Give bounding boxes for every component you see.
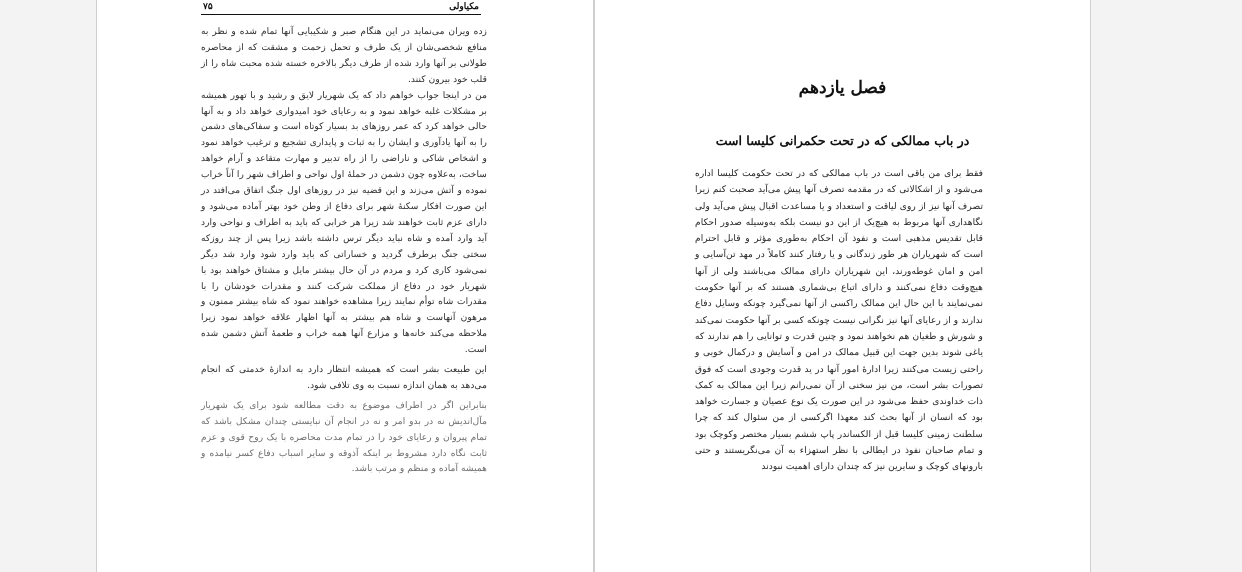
running-title: مکیاولی <box>449 2 479 12</box>
paragraph: فقط برای من باقی است در باب ممالکی که در تحت حکومت کلیسا اداره می‌شود و از اشکالاتی که در مقدمه تصرف آنها پیش می‌آید صحبت کنم زیرا تصرف آنها نیز از روی لیاقت و استعداد و یا مساعدت اقبال پیش می‌آید ولی نگاهداری آنها مربوط به هیچ‌یک از این دو نیست بلکه به‌وسیله صدور احکام قابل تقدیس مذهبی است و نفوذ آن احکام به‌طوری مؤثر و قابل احترام است که شهریاران هر طور زندگانی و یا رفتار کنند کاملاً در مهد تن‌آسایی و امن و امان غوطه‌ورند، این شهریاران دارای ممالک می‌باشند ولی از آنها هیچ‌وقت دفاع نمی‌کنند و دارای اتباع بی‌شماری هستند که بر آنها حکومت نمی‌نمایند با این حال این ممالک راکسی از آنها نمی‌گیرد چونکه وسایل دفاع ندارند و از رعایای آنها نیز نگرانی نیست چونکه کسی بر آنها حکومت نمی‌کند و شورش و طغیان هم نخواهند نمود و چنین قدرت و توانایی را هم ندارند که یاغی شوند بدین جهت این قبیل ممالک در امن و آسایش و درکمال خوبی و راحتی زیست می‌کنند زیرا ادارهٔ امور آنها در ید قدرت وجودی است که فوق تصورات بشر است، من نیز سخنی از آن نمی‌رانم زیرا این ممالک به کمک ذات خداوندی حفظ می‌شود در این صورت یک نوع عصیان و جسارت خواهد بود که انسان از آنها بحث کند معهذا اگرکسی از من سئوال کند که چرا سلطنت زمینی کلیسا قبل از الکساندر پاپ ششم بسیار مختصر وکوچک بود و تمام صاحبان نفوذ در ایطالی با نظر استهزاء به آن می‌نگریستند و حتی بارونهای کوچک و سایرین نیز که چندان دارای اهمیت نبودند <box>695 168 983 473</box>
page-header <box>201 0 481 15</box>
chapter-title: فصل یازدهم <box>798 78 887 98</box>
paragraph: زده ویران می‌نماید در این هنگام صبر و شکیبایی آنها تمام شده و نظر به منافع شخصی‌شان از یک طرف و تحمل زحمت و مشقت که از محاصره طولانی بر آنها وارد شده از طرف دیگر بالاخره خسته شده محبت شاه را از قلب خود بیرون کنند. <box>201 26 487 85</box>
right-document-page <box>595 0 1090 572</box>
paragraph: این طبیعت بشر است که همیشه انتظار دارد به اندازهٔ خدمتی که انجام می‌دهد به همان اندازه نسبت به وی تلافی شود. <box>201 364 487 391</box>
left-page-body <box>201 24 487 477</box>
paragraph: بنابراین اگر در اطراف موضوع به دقت مطالعه شود برای یک شهریار مآل‌اندیش نه در بدو امر و نه در انجام آن نبایستی چندان مشکل باشد که تمام پیروان و رعایای خود را در تمام مدت محاصره با یک روح قوی و عزم ثابت نگاه دارد مشروط بر اینکه آذوقه و سایر اسباب دفاع کسر نیامده و همیشه آماده و منظم و مرتب باشد. <box>201 399 487 475</box>
left-document-page <box>97 0 593 572</box>
chapter-subtitle: در باب ممالکی که در تحت حکمرانی کلیسا است <box>715 133 970 148</box>
page-number: ۷۵ <box>203 2 213 12</box>
paragraph: من در اینجا جواب خواهم داد که یک شهریار لایق و رشید و با تهور همیشه بر مشکلات غلبه خواهد نمود و به رعایای خود امیدواری خواهد داد و به آنها حالی خواهد کرد که عمر روزهای بد بسیار کوتاه است و سفاکی‌های دشمن را به آنها یادآوری و ایشان را به ثبات و پایداری تشجیع و ترغیب خواهد نمود و اشخاص شاکی و ناراضی را از راه تدبیر و مهارت متقاعد و آرام خواهد ساخت، به‌علاوه چون دشمن در حملهٔ اول نواحی و اطراف شهر را آناً خراب نموده و آتش می‌زند و این قضیه نیز در روزهای اول جنگ اتفاق می‌افتد در این صورت افکار سکنهٔ شهر برای دفاع از وطن خود بهتر آماده می‌شود و دارای عزم ثابت خواهند شد زیرا هر خرابی که باید به اطراف و نواحی وارد آید وارد آمده و شاه نباید دیگر ترس داشته باشد زیرا پس از چند روزکه سختی جنگ برطرف گردید و خساراتی که باید وارد شود وارد شد دیگر نمی‌شود کاری کرد و مردم در آن حال بیشتر مایل و مشتاق خواهند بود با شهریار خود در دفاع از مملکت شرکت کنند و مقدرات خودشان را با مقدرات شاه توأم نمایند زیرا مشاهده خواهند نمود که شاه بیشتر ممنون و مرهون آنهاست و شاه هم بیشتر به آنها اظهار علاقه خواهد نمود زیرا ملاحظه می‌کند خانه‌ها و مزارع آنها همه خراب و طعمهٔ آتش دشمن شده است. <box>201 89 487 356</box>
right-page-body <box>695 166 983 476</box>
